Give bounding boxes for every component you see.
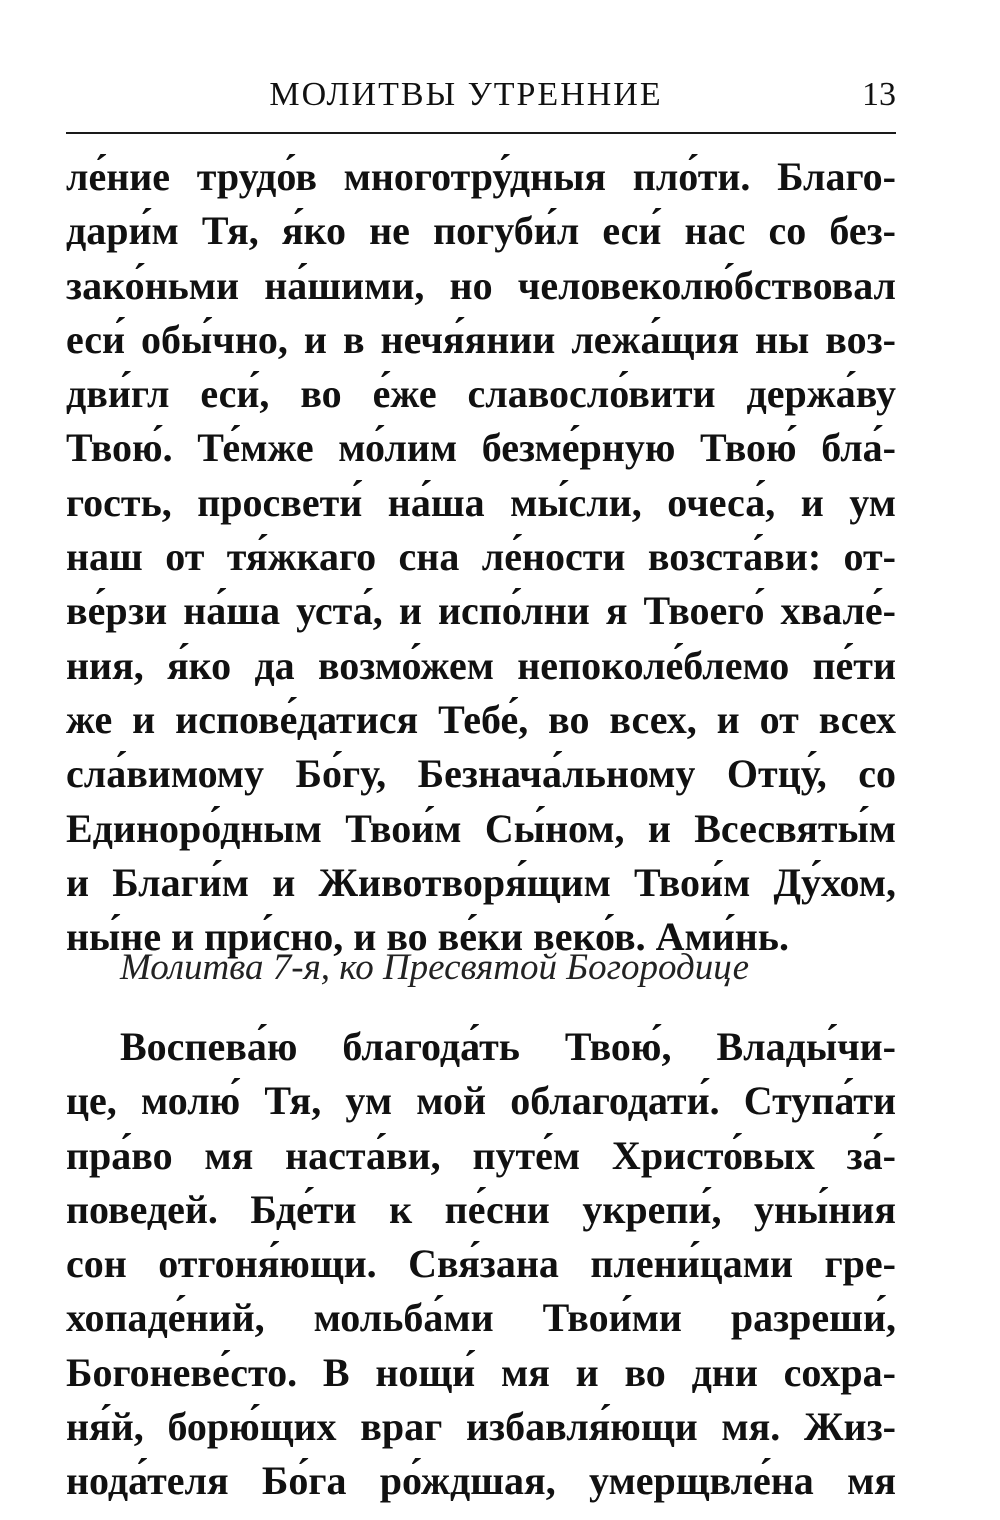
prayer-7-text bbox=[66, 1020, 896, 1509]
text-line: гость, просвети́ на́ша мы́сли, очеса́, и ум bbox=[66, 479, 896, 525]
text-line: дари́м Тя, я́ко не погуби́л еси́ нас со без- bbox=[66, 208, 896, 254]
text-line: ня́й, борю́щих враг избавля́ющи мя. Жиз- bbox=[66, 1404, 896, 1450]
text-line: поведей. Бде́ти к пе́сни укрепи́, уны́ния bbox=[66, 1186, 896, 1232]
text-line: це, молю́ Тя, ум мой облагодати́. Ступа́ти bbox=[66, 1078, 896, 1124]
text-line: хопаде́ний, мольба́ми Твои́ми разреши́, bbox=[66, 1295, 896, 1341]
text-line: Единоро́дным Твои́м Сы́ном, и Всесвяты́м bbox=[66, 805, 896, 851]
text-line: еси́ обы́чно, и в нечя́янии лежа́щия ны воз- bbox=[66, 316, 896, 362]
text-line: пра́во мя наста́ви, путе́м Христо́вых за́- bbox=[66, 1132, 896, 1178]
text-line: сон отгоня́ющи. Свя́зана плени́цами гре- bbox=[66, 1241, 896, 1287]
text-line: наш от тя́жкаго сна ле́ности возста́ви: от- bbox=[66, 534, 896, 580]
text-line: нода́теля Бо́га ро́ждшая, умерщвле́на мя bbox=[66, 1458, 896, 1504]
text-line: ны́не и при́сно, и во ве́ки веко́в. Ами́нь. bbox=[66, 914, 789, 960]
prayer-7-title: Молитва 7-я, ко Пресвятой Богородице bbox=[120, 947, 750, 988]
text-line: зако́ньми на́шими, но человеколю́бствовал bbox=[66, 262, 896, 308]
text-line: дви́гл еси́, во е́же славосло́вити держа́ву bbox=[66, 371, 896, 417]
text-line: Воспева́ю благода́ть Твою́, Влады́чи- bbox=[120, 1024, 896, 1069]
text-line: и Благи́м и Животворя́щим Твои́м Ду́хом, bbox=[66, 859, 896, 905]
text-line: же и испове́датися Тебе́, во всех, и от всех bbox=[66, 696, 896, 742]
page-header bbox=[66, 70, 896, 134]
text-line: Твою́. Те́мже мо́лим безме́рную Твою́ бла́- bbox=[66, 425, 896, 471]
running-title: МОЛИТВЫ УТРЕННИЕ bbox=[269, 76, 663, 113]
text-line: ле́ние трудо́в многотру́дныя пло́ти. Благо- bbox=[66, 154, 896, 199]
text-line: ве́рзи на́ша уста́, и испо́лни я Твоего́ хвале́- bbox=[66, 588, 896, 634]
text-line: сла́вимому Бо́гу, Безнача́льному Отцу́, со bbox=[66, 751, 896, 797]
page-number: 13 bbox=[862, 76, 896, 113]
text-line: ния, я́ко да возмо́жем непоколе́блемо пе́ти bbox=[66, 642, 896, 688]
prayer-6-continuation bbox=[66, 150, 896, 964]
text-line: Богоневе́сто. В нощи́ мя и во дни сохра- bbox=[66, 1349, 896, 1395]
